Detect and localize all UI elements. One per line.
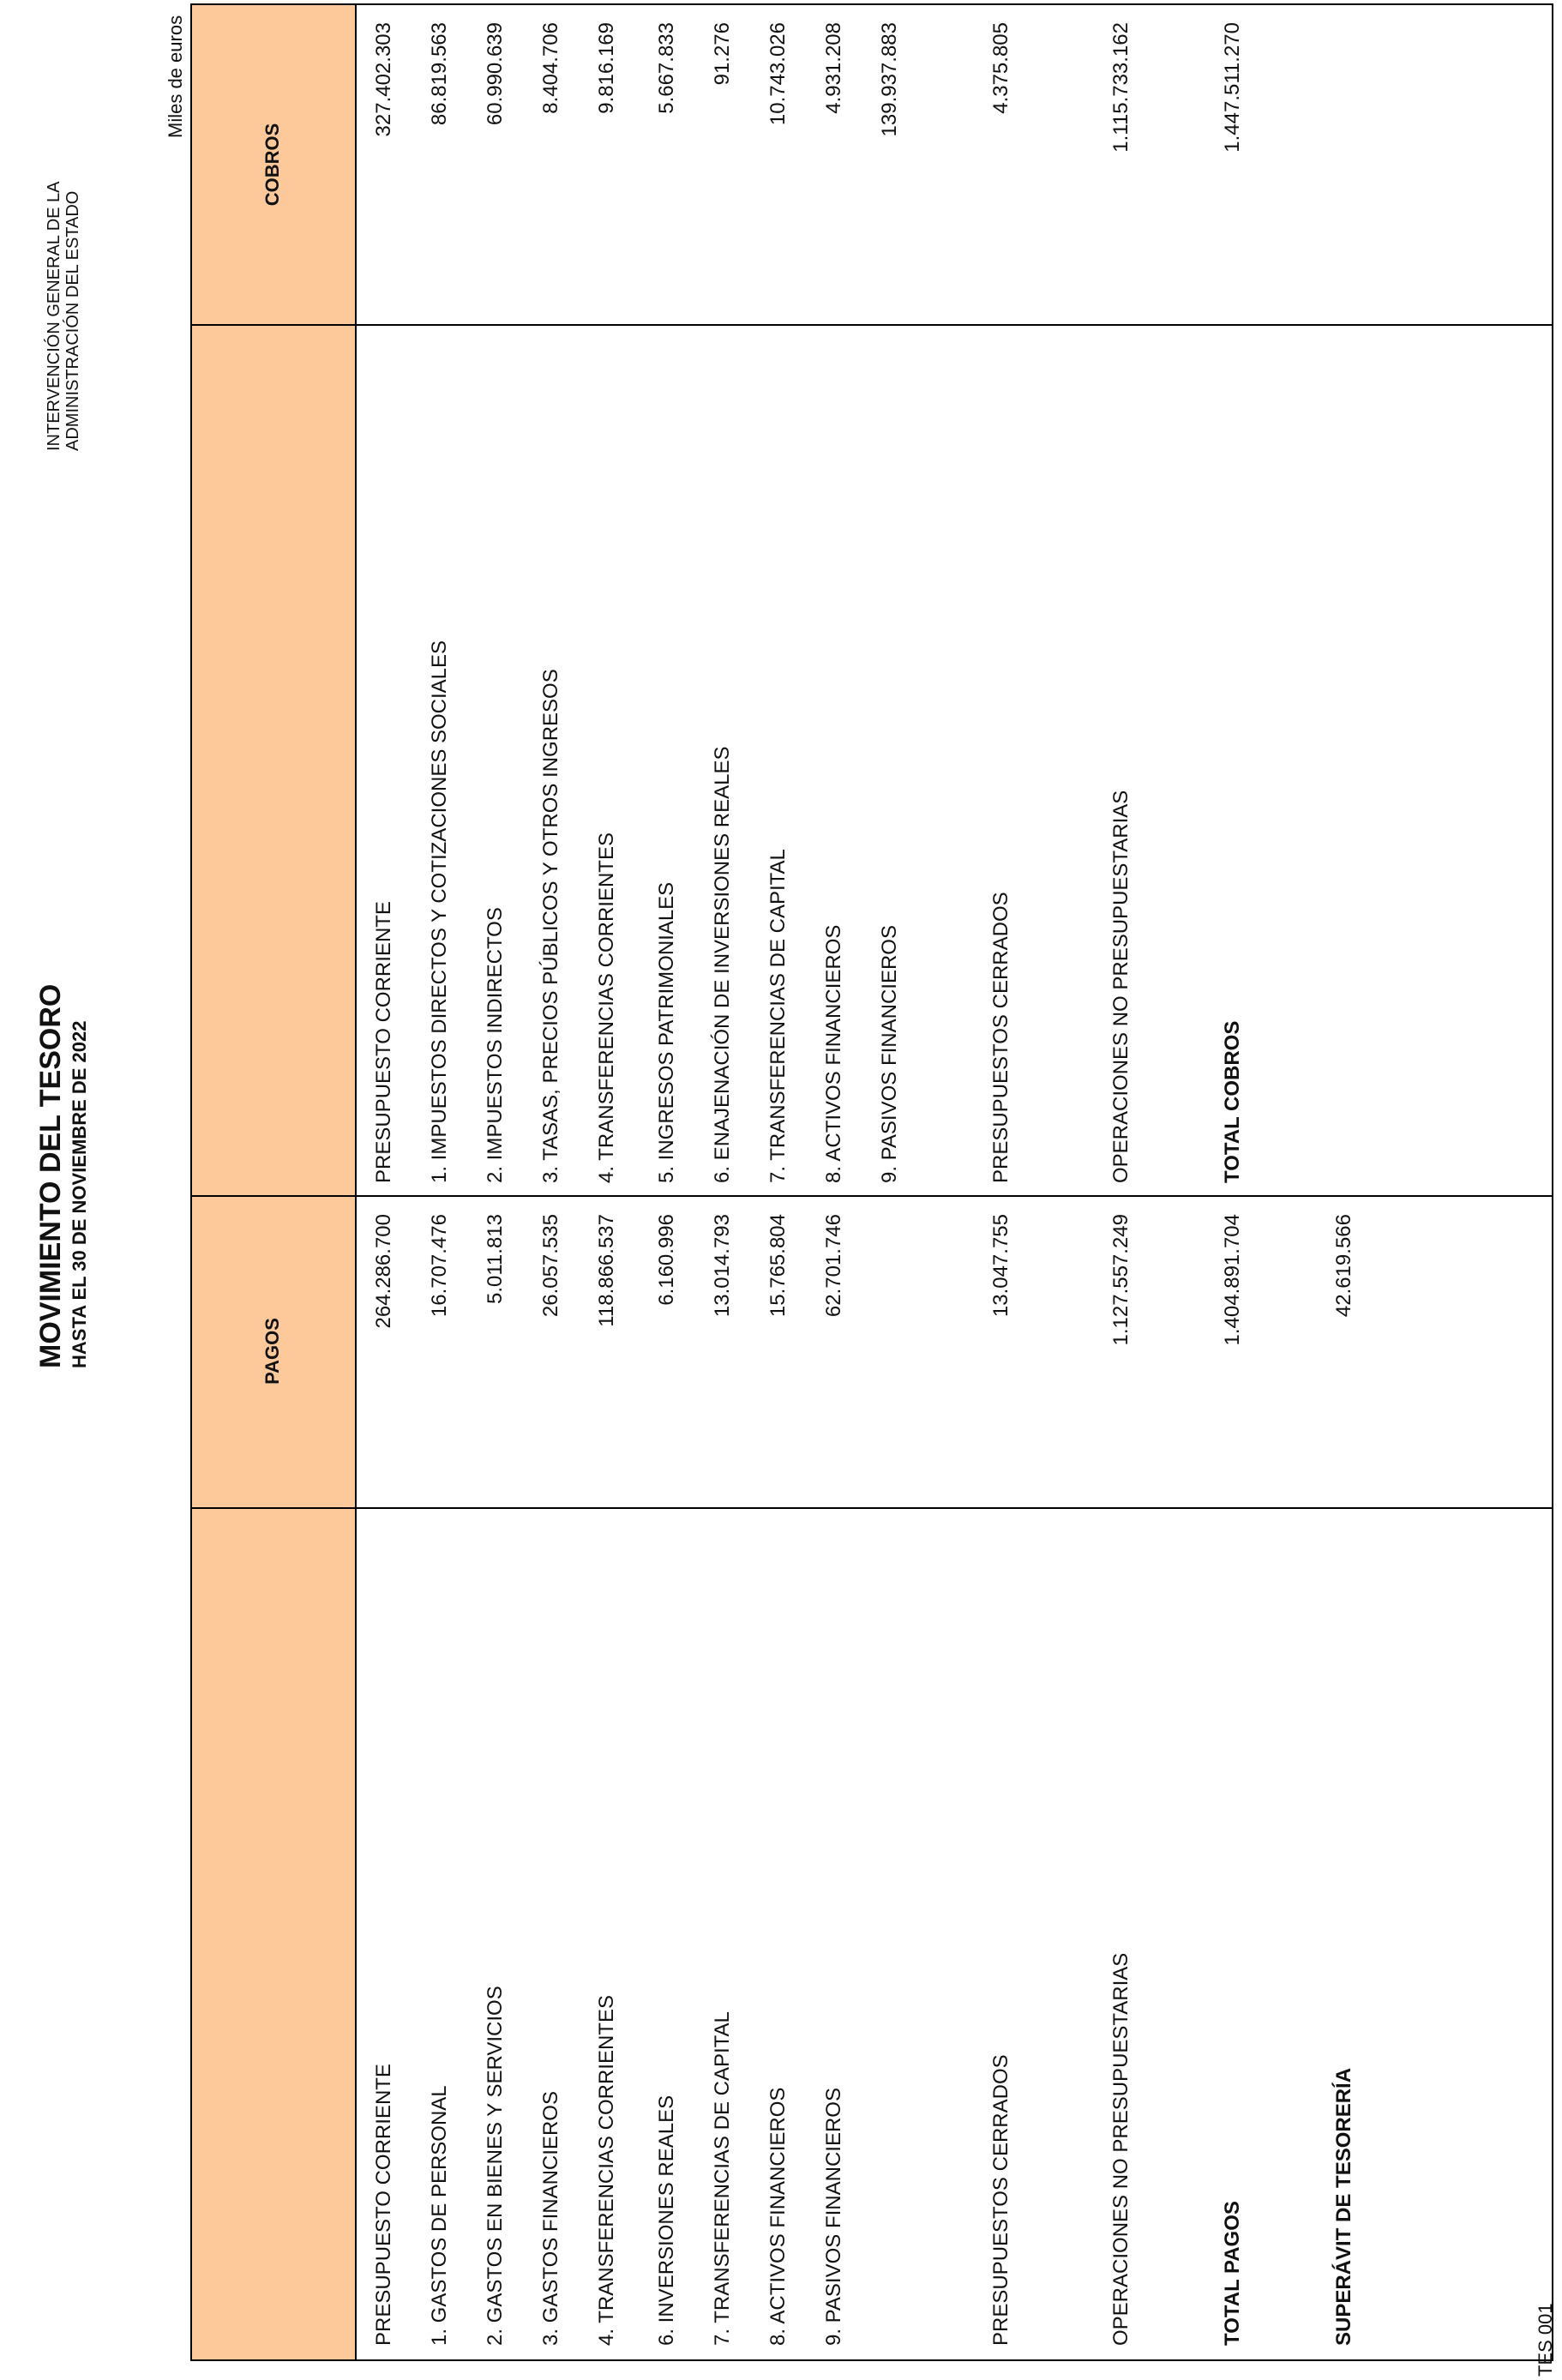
cobros-row-label: 8. ACTIVOS FINANCIEROS [822,924,845,1183]
pagos-row-label: 9. PASIVOS FINANCIEROS [822,2088,845,2346]
pagos-row-value: 13.014.793 [711,1214,734,1318]
pagos-row-value: 62.701.746 [822,1214,845,1318]
cobros-row-value: 4.375.805 [989,22,1012,114]
cobros-row-value: 4.931.208 [822,22,845,114]
cobros-row-value: 5.667.833 [655,22,678,114]
pagos-row-value: 13.047.755 [989,1214,1012,1318]
total-pagos-label: TOTAL PAGOS [1221,2201,1244,2346]
pagos-row-value: 264.286.700 [372,1214,395,1329]
header-divider [355,3,357,2361]
pagos-row-value: 6.160.996 [655,1214,678,1306]
report-code: TES 001 [1535,2303,1556,2377]
cobros-row-label: 2. IMPUESTOS INDIRECTOS [484,907,507,1183]
pagos-column-header: PAGOS [261,1318,283,1385]
cobros-column-header: COBROS [261,123,283,207]
cobros-row-label: PRESUPUESTOS CERRADOS [989,892,1012,1183]
pagos-row-label: 8. ACTIVOS FINANCIEROS [766,2087,790,2346]
pagos-row-label: PRESUPUESTO CORRIENTE [372,2064,395,2346]
column-divider-cobros-amount [190,324,1553,326]
cobros-row-label: 4. TRANSFERENCIAS CORRIENTES [595,832,618,1183]
cobros-row-label: 3. TASAS, PRECIOS PÚBLICOS Y OTROS INGRESOS [539,669,562,1183]
cobros-row-value: 8.404.706 [539,22,562,114]
pagos-row-value: 1.127.557.249 [1109,1214,1132,1346]
cobros-row-value: 91.276 [711,22,734,86]
cobros-row-label: PRESUPUESTO CORRIENTE [372,901,395,1183]
org-line-2: ADMINISTRACIÓN DEL ESTADO [63,190,82,451]
page-subtitle: HASTA EL 30 DE NOVIEMBRE DE 2022 [69,1020,90,1368]
superavit-value: 42.619.566 [1332,1214,1355,1318]
cobros-row-value: 1.115.733.162 [1109,22,1132,153]
cobros-row-value: 10.743.026 [766,22,790,126]
cobros-row-label: 6. ENAJENACIÓN DE INVERSIONES REALES [711,746,734,1183]
pagos-row-value: 15.765.804 [766,1214,790,1318]
total-pagos-value: 1.404.891.704 [1221,1214,1244,1346]
page-title: MOVIMIENTO DEL TESORO [34,983,67,1368]
pagos-row-label: 1. GASTOS DE PERSONAL [428,2085,451,2346]
pagos-row-value: 118.866.537 [595,1214,618,1327]
pagos-row-label: 6. INVERSIONES REALES [655,2095,678,2346]
cobros-row-value: 86.819.563 [428,22,451,126]
total-cobros-label: TOTAL COBROS [1221,1020,1244,1183]
org-line-1: INTERVENCIÓN GENERAL DE LA [45,181,63,451]
pagos-row-value: 16.707.476 [428,1214,451,1318]
pagos-row-label: PRESUPUESTOS CERRADOS [989,2054,1012,2346]
cobros-row-label: 1. IMPUESTOS DIRECTOS Y COTIZACIONES SOCIALES [428,640,451,1183]
superavit-label: SUPERÁVIT DE TESORERÍA [1332,2067,1355,2346]
pagos-row-label: 2. GASTOS EN BIENES Y SERVICIOS [484,1986,507,2346]
pagos-row-value: 5.011.813 [484,1214,507,1304]
column-divider-pagos-amount [190,1507,1553,1509]
cobros-row-value: 9.816.169 [595,22,618,114]
cobros-row-label: OPERACIONES NO PRESUPUESTARIAS [1109,790,1132,1183]
pagos-row-label: OPERACIONES NO PRESUPUESTARIAS [1109,1952,1132,2346]
cobros-row-value: 60.990.639 [484,22,507,126]
cobros-row-label: 9. PASIVOS FINANCIEROS [878,925,901,1183]
pagos-row-label: 4. TRANSFERENCIAS CORRIENTES [595,1995,618,2346]
total-cobros-value: 1.447.511.270 [1221,22,1244,153]
cobros-row-value: 327.402.303 [372,22,395,137]
cobros-row-label: 5. INGRESOS PATRIMONIALES [655,881,678,1183]
pagos-row-value: 26.057.535 [539,1214,562,1318]
cobros-row-value: 139.937.883 [878,22,901,137]
pagos-row-label: 7. TRANSFERENCIAS DE CAPITAL [711,2011,734,2346]
pagos-row-label: 3. GASTOS FINANCIEROS [539,2091,562,2346]
cobros-row-label: 7. TRANSFERENCIAS DE CAPITAL [766,849,790,1183]
units-label: Miles de euros [165,15,186,138]
column-divider-center [190,1195,1553,1197]
